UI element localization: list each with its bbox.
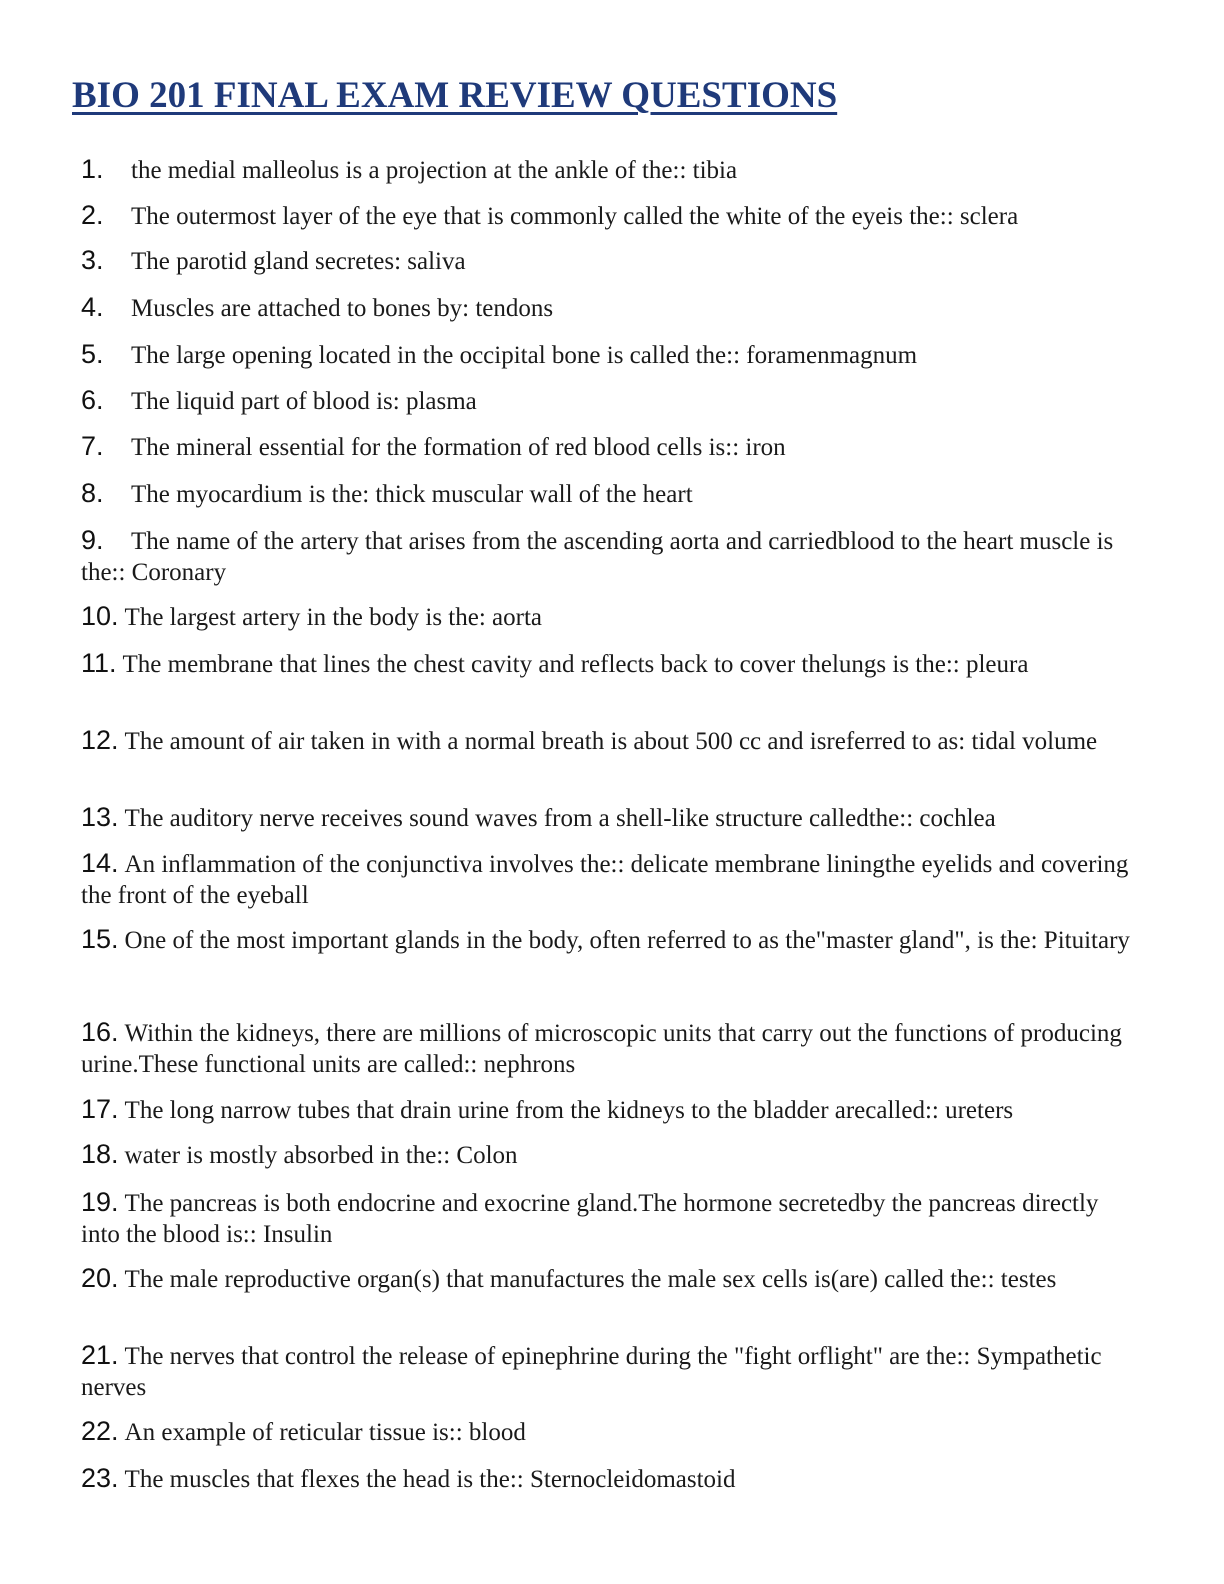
question-item: [81, 1017, 1141, 1080]
question-text: The pancreas is both endocrine and exocrine gland.The hormone secretedby the pancreas directly into the blood is:: Insulin: [81, 1190, 1099, 1248]
question-item: [81, 1340, 1141, 1403]
question-text: Within the kidneys, there are millions of microscopic units that carry out the functions of producing urine.These functional units are called:: nephrons: [81, 1020, 1122, 1078]
question-text: An inflammation of the conjunctiva involves the:: delicate membrane liningthe eyelids and covering the front of the eyeball: [81, 851, 1129, 909]
question-number: 14.: [81, 848, 119, 878]
question-number: 5.: [81, 339, 104, 369]
question-text: water is mostly absorbed in the:: Colon: [124, 1142, 518, 1169]
question-item: [81, 1139, 1141, 1171]
question-item: [81, 1094, 1141, 1126]
question-item: [81, 154, 1141, 186]
question-item: [81, 848, 1141, 911]
question-item: [81, 924, 1141, 956]
question-text: The parotid gland secretes: saliva: [131, 248, 466, 275]
question-text: Muscles are attached to bones by: tendons: [131, 295, 554, 322]
question-number: 12.: [81, 725, 119, 755]
question-text: the medial malleolus is a projection at the ankle of the:: tibia: [131, 157, 738, 184]
question-number: 20.: [81, 1263, 119, 1293]
question-item: [81, 802, 1141, 834]
question-item: [81, 1263, 1141, 1295]
question-text: The membrane that lines the chest cavity and reflects back to cover thelungs is the:: pleura: [122, 651, 1029, 678]
question-number: 13.: [81, 802, 119, 832]
question-number: 9.: [81, 525, 104, 555]
question-item: [81, 525, 1141, 588]
question-item: [81, 339, 1141, 371]
question-number: 15.: [81, 924, 119, 954]
question-item: [81, 292, 1141, 324]
question-number: 18.: [81, 1139, 119, 1169]
question-text: The name of the artery that arises from the ascending aorta and carriedblood to the heart muscle is the:: Coronary: [81, 528, 1114, 586]
question-item: [81, 245, 1141, 277]
question-number: 16.: [81, 1017, 119, 1047]
question-text: The nerves that control the release of epinephrine during the "fight orflight" are the:: Sympathetic nerves: [81, 1343, 1102, 1401]
question-item: [81, 1463, 1141, 1495]
question-number: 19.: [81, 1187, 119, 1217]
question-text: The long narrow tubes that drain urine from the kidneys to the bladder arecalled:: ureters: [124, 1097, 1014, 1124]
question-number: 6.: [81, 385, 104, 415]
question-text: The male reproductive organ(s) that manufactures the male sex cells is(are) called the:: testes: [124, 1266, 1057, 1293]
question-item: [81, 200, 1141, 232]
question-text: The large opening located in the occipital bone is called the:: foramenmagnum: [131, 342, 918, 369]
question-item: [81, 1187, 1141, 1250]
question-number: 8.: [81, 478, 104, 508]
question-number: 7.: [81, 431, 104, 461]
question-text: The amount of air taken in with a normal breath is about 500 cc and isreferred to as: tidal volume: [124, 728, 1098, 755]
page-title: BIO 201 FINAL EXAM REVIEW QUESTIONS: [72, 75, 838, 116]
question-number: 11.: [81, 648, 117, 678]
question-item: [81, 478, 1141, 510]
question-number: 17.: [81, 1094, 119, 1124]
question-number: 21.: [81, 1340, 119, 1370]
question-item: [81, 601, 1141, 633]
question-number: 23.: [81, 1463, 119, 1493]
question-item: [81, 385, 1141, 417]
question-text: An example of reticular tissue is:: blood: [124, 1419, 526, 1446]
question-number: 22.: [81, 1416, 119, 1446]
question-text: The myocardium is the: thick muscular wall of the heart: [131, 481, 693, 508]
question-number: 1.: [81, 154, 104, 184]
question-item: [81, 725, 1141, 757]
question-number: 10.: [81, 601, 119, 631]
question-number: 2.: [81, 200, 104, 230]
question-item: [81, 648, 1141, 680]
question-text: The mineral essential for the formation of red blood cells is:: iron: [131, 434, 786, 461]
question-text: The largest artery in the body is the: aorta: [124, 604, 543, 631]
question-number: 4.: [81, 292, 104, 322]
question-item: [81, 431, 1141, 463]
question-number: 3.: [81, 245, 104, 275]
question-text: The outermost layer of the eye that is commonly called the white of the eyeis the:: sclera: [131, 203, 1019, 230]
question-item: [81, 1416, 1141, 1448]
question-text: The auditory nerve receives sound waves from a shell-like structure calledthe:: cochlea: [124, 805, 996, 832]
question-text: The liquid part of blood is: plasma: [131, 388, 477, 415]
question-text: The muscles that flexes the head is the:: Sternocleidomastoid: [124, 1466, 736, 1493]
question-text: One of the most important glands in the body, often referred to as the"master gland", is the: Pituitary: [124, 927, 1130, 954]
